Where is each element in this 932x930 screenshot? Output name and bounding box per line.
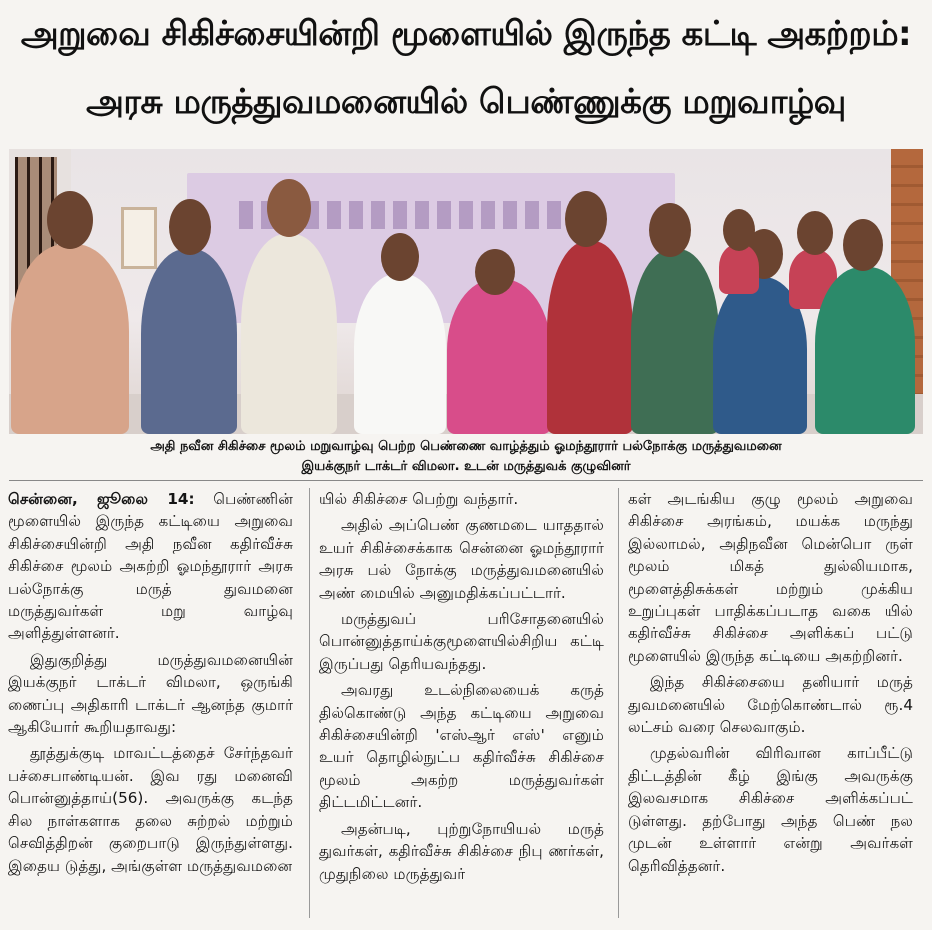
person-5-head [475,249,515,295]
photo-wall-frame [121,207,157,269]
paragraph-text: பெண்ணின் மூளையில் இருந்த கட்டியை அறுவை சிகிச்சையின்றி அதி நவீன கதிர்வீச்சு சிகிச்சை மூலம் அகற்றி ஓமந்தூரார் அரசு பல்நோக்கு மருத் துவமனை மருத்துவர்கள் மறு வாழ்வு அளித்துள்ளனர். [8,490,294,643]
person-3 [241,234,337,434]
caption-divider [9,480,923,481]
person-3-head [267,179,311,237]
person-10-head [797,211,833,255]
person-4-doctor [354,274,446,434]
person-11-head [843,219,883,271]
person-1-head [47,191,93,249]
person-1 [11,244,129,434]
column-divider [618,488,619,918]
article-column-2 [319,488,604,889]
news-photo [9,149,923,434]
article-column-1 [8,488,293,881]
article-paragraph: முதல்வரின் விரிவான காப்பீட்டு திட்டத்தின் கீழ் இங்கு அவருக்கு இலவசமாக சிகிச்சை அளிக்கப்பட் டுள்ளது. தற்போது அந்த பெண் நல முடன் உள்ளார் என்று அவர்கள் தெரிவித்தனர். [628,744,913,875]
headline-line-1: அறுவை சிகிச்சையின்றி மூளையில் இருந்த கட்டி அகற்றம்: [20,14,912,54]
article-paragraph: அதன்படி, புற்றுநோயியல் மருத் துவர்கள், கதிர்வீச்சு சிகிச்சை நிபு ணர்கள், முதுநிலை மருத்துவர் [319,819,604,883]
article-paragraph [8,488,293,645]
person-11 [815,267,915,434]
photo-caption [9,437,923,477]
person-6 [547,241,633,434]
article-paragraph: யில் சிகிச்சை பெற்று வந்தார். [319,490,519,508]
article-paragraph: கள் அடங்கிய குழு மூலம் அறுவை சிகிச்சை அரங்கம், மயக்க மருந்து இல்லாமல், அதிநவீன மென்பொ ருள் மூலம் மிகத் துல்லியமாக, மூளைத்திசுக்கள் மற்றும் முக்கிய உறுப்புகள் பாதிக்கப்படாத வகை யில் கதிர்வீச்சு சிகிச்சை அளிக்கப் பட்டு மூளையில் இருந்த கட்டியை அகற்றினர். [628,490,913,665]
column-divider [309,488,310,918]
article-paragraph: அதில் அப்பெண் குணமடை யாததால் உயர் சிகிச்சைக்காக சென்னை ஓமந்தூரார் அரசு பல் நோக்கு மருத்துவமனையில் அண் மையில் அனுமதிக்கப்பட்டார். [319,516,604,602]
headline-line-2: அரசு மருத்துவமனையில் பெண்ணுக்கு மறுவாழ்வு [86,82,846,122]
article-paragraph: இந்த சிகிச்சையை தனியார் மருத் துவமனையில் மேற்கொண்டால் ரூ.4 லட்சம் வரை செலவாகும். [628,673,913,737]
article-paragraph: மருத்துவப் பரிசோதனையில் பொன்னுத்தாய்க்குமூளையில்சிறிய கட்டி இருப்பது தெரியவந்தது. [319,610,604,673]
person-9-head [723,209,755,251]
person-7-head [649,203,691,257]
person-4-head [381,233,419,281]
person-2 [141,249,237,434]
person-2-head [169,199,211,255]
article-paragraph: இதுகுறித்து மருத்துவமனையின் இயக்குநர் டாக்டர் விமலா, ஒருங்கி ணைப்பு அதிகாரி டாக்டர் ஆனந்த குமார் ஆகியோர் கூறியதாவது: [8,650,293,737]
person-6-head [565,191,607,247]
dateline: சென்னை, ஜூலை 14: [8,490,195,508]
person-7 [631,249,719,434]
person-5-patient [447,279,551,434]
article-column-3 [628,488,913,881]
photo-caption-line-2: இயக்குநர் டாக்டர் விமலா. உடன் மருத்துவக் குழுவினர் [301,459,631,474]
photo-caption-line-1: அதி நவீன சிகிச்சை மூலம் மறுவாழ்வு பெற்ற பெண்ணை வாழ்த்தும் ஓமந்தூரார் பல்நோக்கு மருத்துவமனை [150,439,782,454]
article-paragraph: தூத்துக்குடி மாவட்டத்தைச் சேர்ந்தவர் பச்சைபாண்டியன். இவ ரது மனைவி பொன்னுத்தாய்(56). அவருக்கு கடந்த சில நாள்களாக தலை சுற்றல் மற்றும் செவித்திறன் குறைபாடு இருந்துள்ளது. இதைய டுத்து, அங்குள்ள மருத்துவமனை [8,744,293,875]
person-9 [719,244,759,294]
article-paragraph: அவரது உடல்நிலையைக் கருத் தில்கொண்டு அந்த கட்டியை அறுவை சிகிச்சையின்றி 'எஸ்ஆர் எஸ்' எனும் உயர் தொழில்நுட்ப கதிர்வீச்சு சிகிச்சை மூலம் அகற்ற மருத்துவர்கள் திட்டமிட்டனர். [319,681,604,812]
